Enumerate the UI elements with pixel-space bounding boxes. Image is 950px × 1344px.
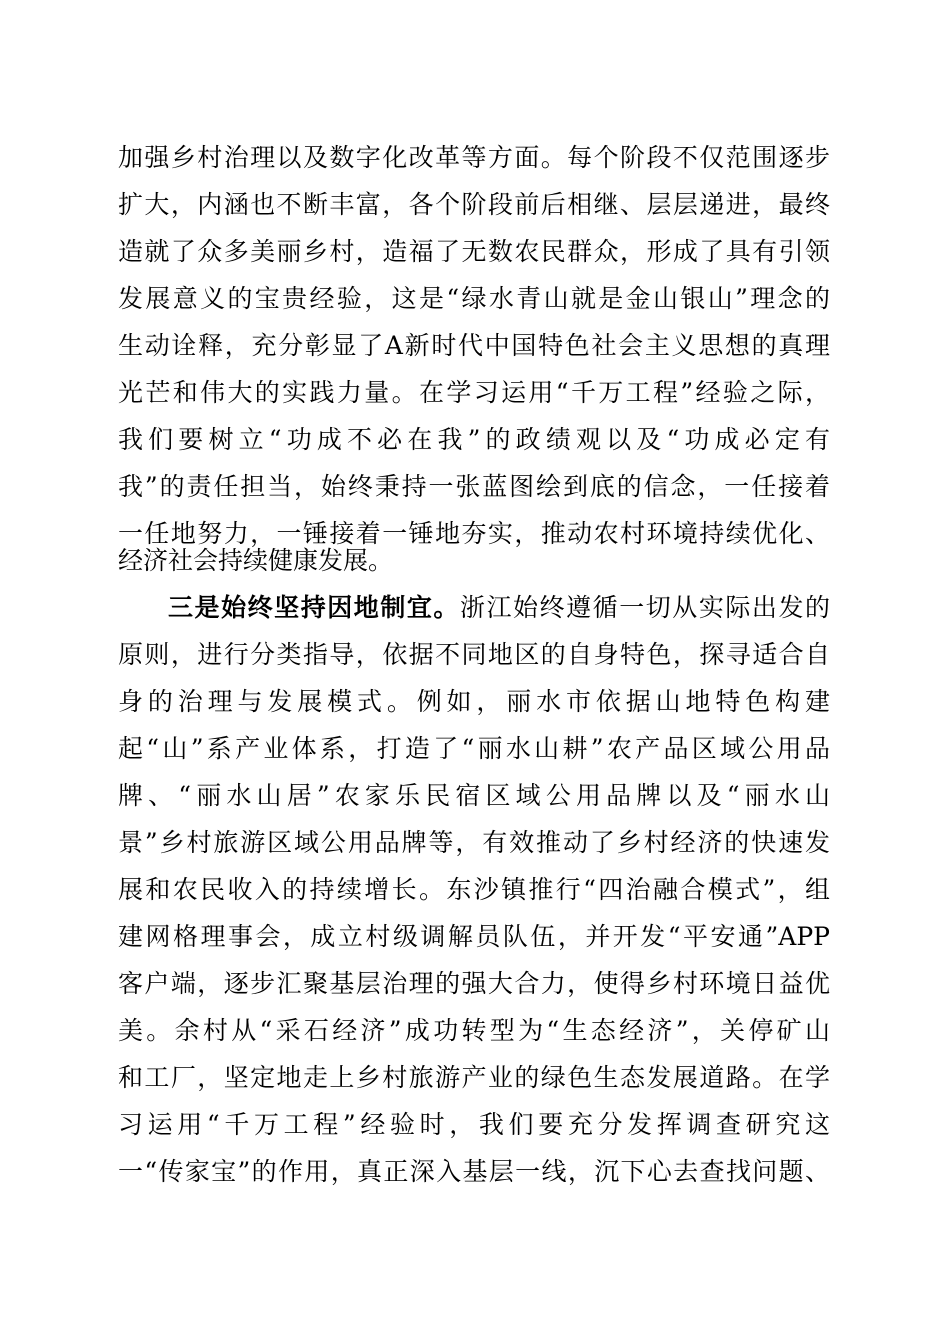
text-line: 原则，进行分类指导，依据不同地区的自身特色，探寻适合自 [118,640,830,669]
text-line: 一“传家宝”的作用，真正深入基层一线，沉下心去查找问题、 [118,1157,830,1186]
paragraph-first-line [168,588,830,628]
section-heading: 三是始终坚持因地制宜。 [168,593,460,622]
text-line: 美。余村从“采石经济”成功转型为“生态经济”，关停矿山 [118,1016,830,1045]
text-line: 生动诠释，充分彰显了A新时代中国特色社会主义思想的真理 [118,331,830,360]
text-line: 习运用“千万工程”经验时，我们要充分发挥调查研究这 [118,1110,830,1139]
text-line: 身的治理与发展模式。例如，丽水市依据山地特色构建 [118,687,830,716]
text-line: 景”乡村旅游区域公用品牌等，有效推动了乡村经济的快速发 [118,828,830,857]
text-line: 和工厂，坚定地走上乡村旅游产业的绿色生态发展道路。在学 [118,1063,830,1092]
text-line: 扩大，内涵也不断丰富，各个阶段前后相继、层层递进，最终 [118,190,830,219]
text-line: 发展意义的宝贵经验，这是“绿水青山就是金山银山”理念的 [118,284,830,313]
text-line: 经济社会持续健康发展。 [118,546,394,575]
text-line: 我”的责任担当，始终秉持一张蓝图绘到底的信念，一任接着 [118,472,830,501]
text-line: 客户端，逐步汇聚基层治理的强大合力，使得乡村环境日益优 [118,969,830,998]
text-line: 展和农民收入的持续增长。东沙镇推行“四治融合模式”，组 [118,875,830,904]
text-line: 牌、“丽水山居”农家乐民宿区域公用品牌以及“丽水山 [118,781,830,810]
text-line: 起“山”系产业体系，打造了“丽水山耕”农产品区域公用品 [118,734,830,763]
text-line: 光芒和伟大的实践力量。在学习运用“千万工程”经验之际， [118,378,830,407]
text-line: 一任地努力，一锤接着一锤地夯实，推动农村环境持续优化、 [118,519,830,548]
text-run: 浙江始终遵循一切从实际出发的 [459,593,830,622]
text-line: 造就了众多美丽乡村，造福了无数农民群众，形成了具有引领 [118,237,830,266]
text-line: 我们要树立“功成不必在我”的政绩观以及“功成必定有 [118,425,830,454]
text-line: 建网格理事会，成立村级调解员队伍，并开发“平安通”APP [118,922,830,951]
text-line: 加强乡村治理以及数字化改革等方面。每个阶段不仅范围逐步 [118,143,830,172]
